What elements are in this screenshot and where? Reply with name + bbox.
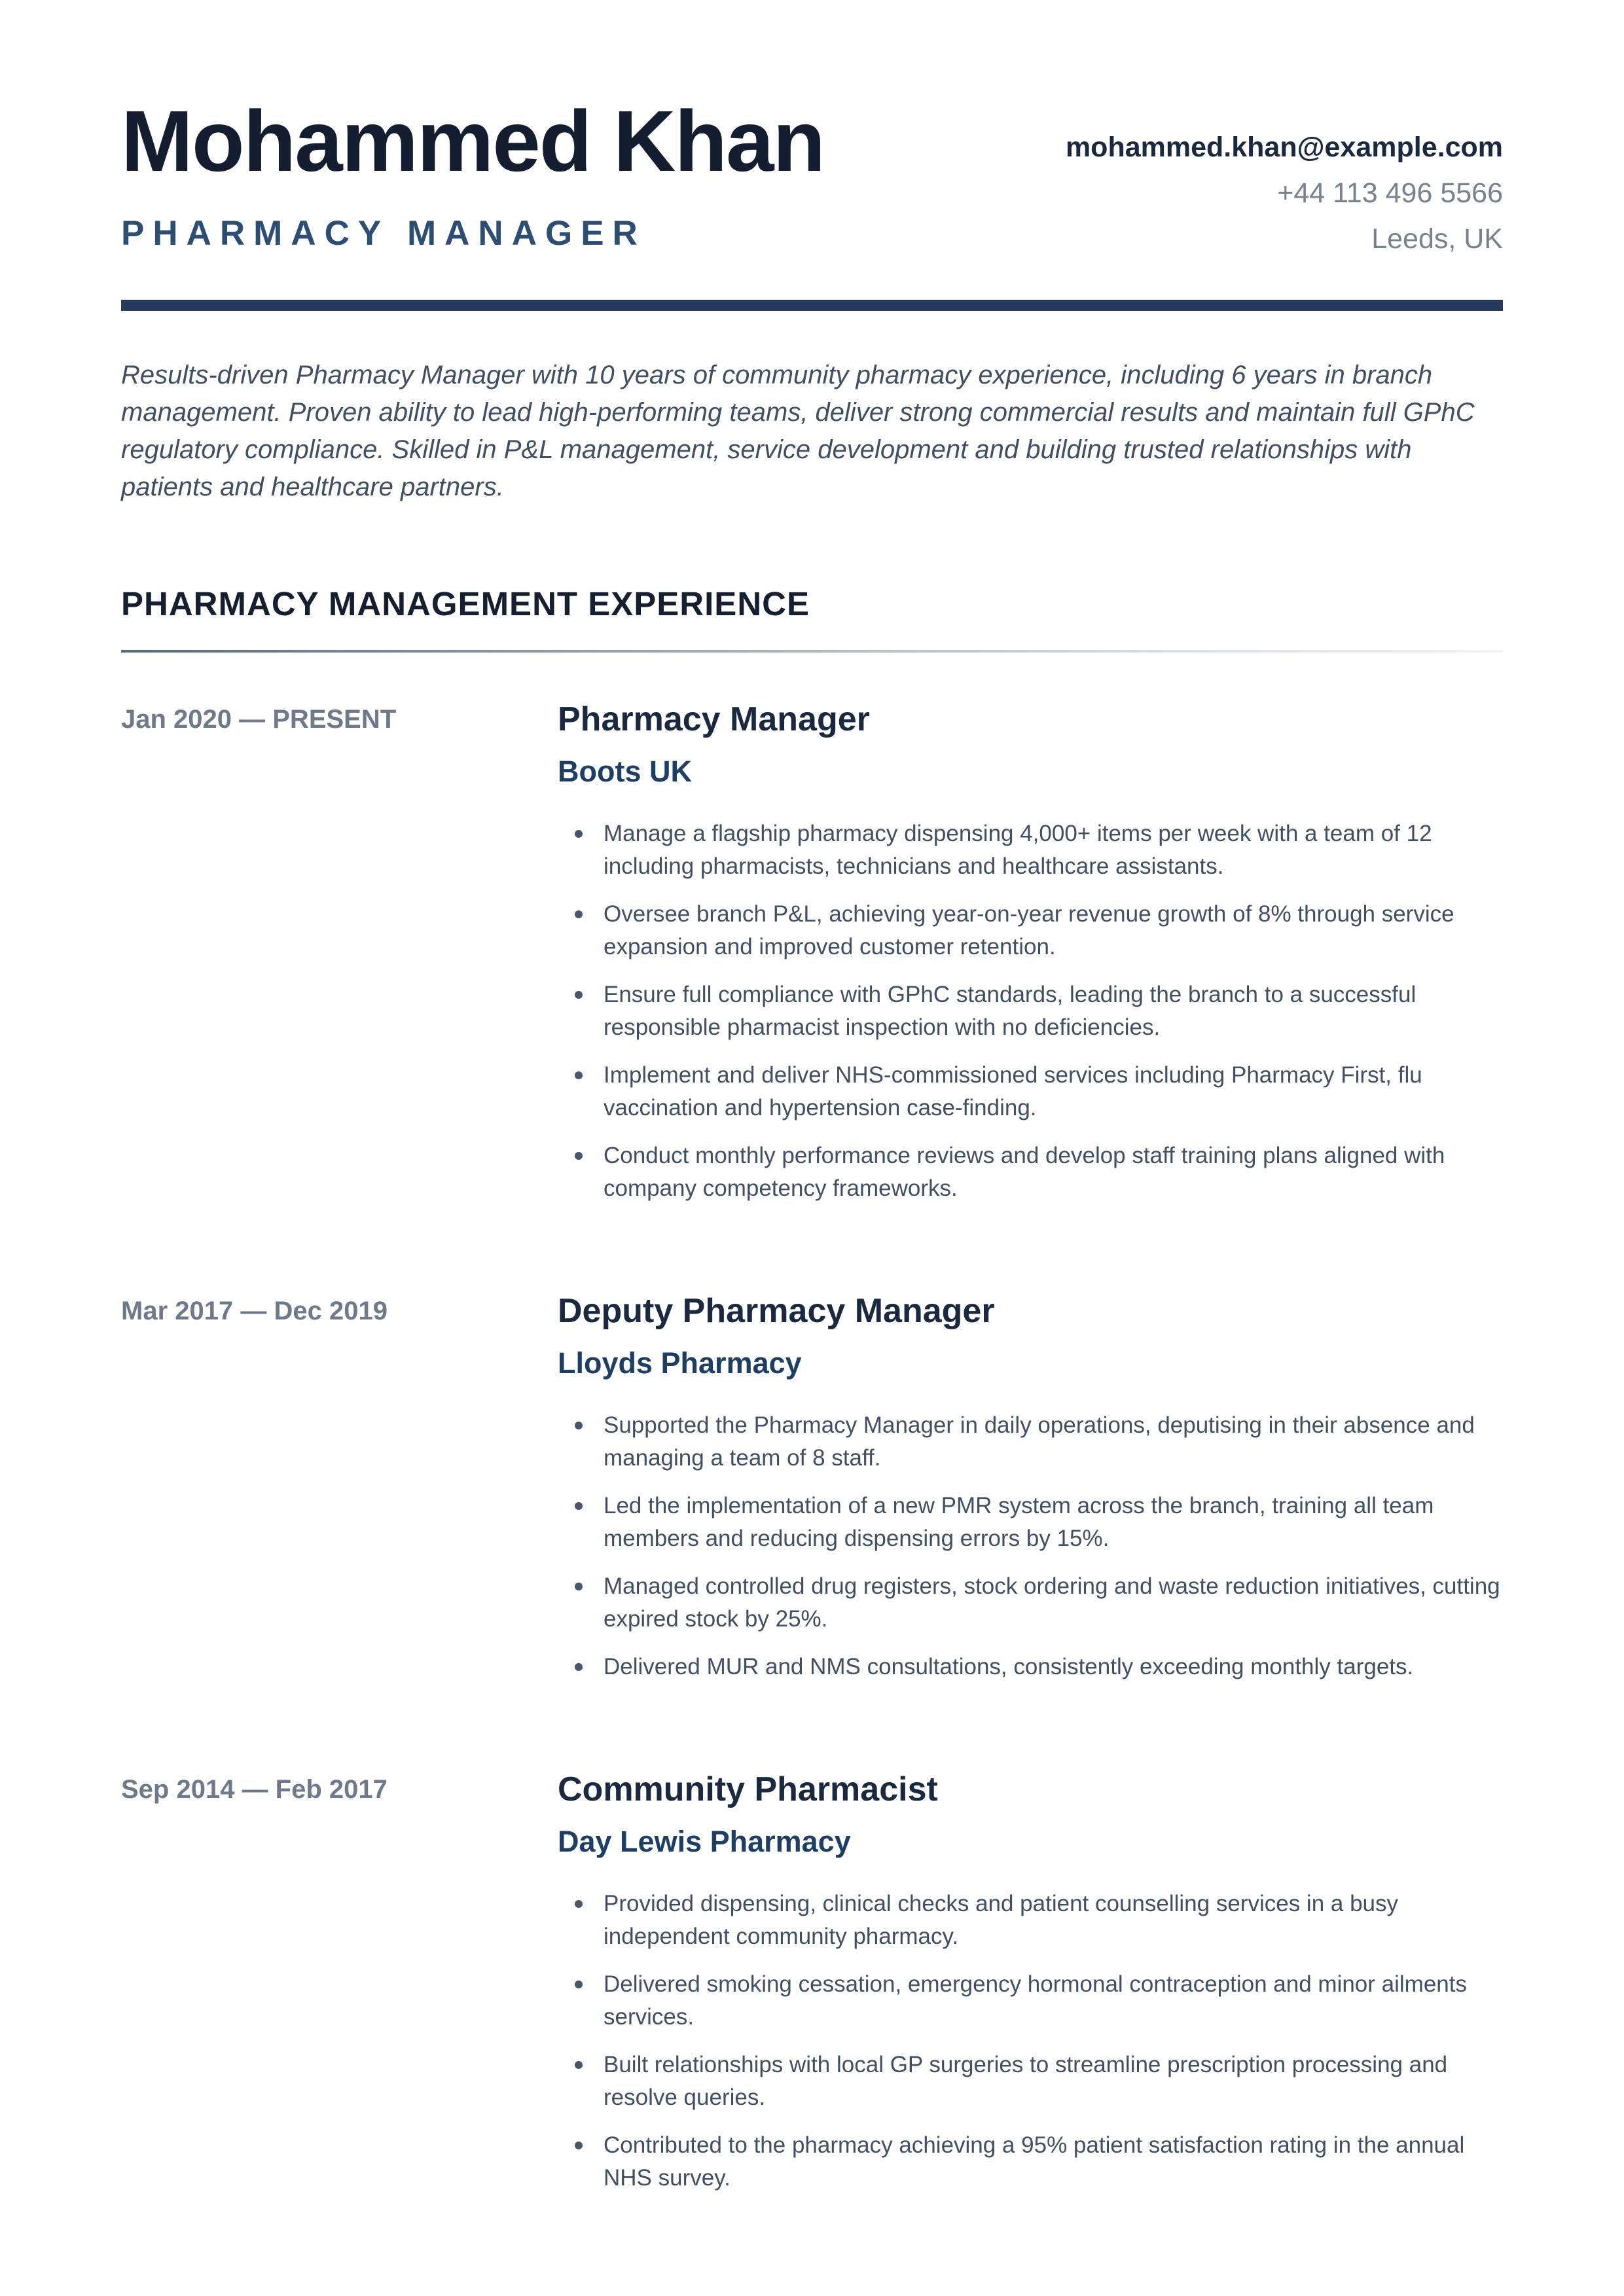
job-dates: Sep 2014 — Feb 2017 (121, 1775, 388, 1804)
contact-phone: +44 113 496 5566 (1277, 177, 1503, 209)
job-title: Community Pharmacist (558, 1770, 938, 1808)
bullet-item: Supported the Pharmacy Manager in daily operations, deputising in their absence and managing a team of 8 staff. (558, 1409, 1503, 1475)
bullet-item: Ensure full compliance with GPhC standards, leading the branch to a successful responsible pharmacist inspection with no deficiencies. (558, 978, 1503, 1044)
summary-text: Results-driven Pharmacy Manager with 10 years of community pharmacy experience, including 6 years in branch management. Proven ability to lead high-performing teams, deliver strong commercial results and maintain full GPhC regulatory compliance. Skilled in P&L management, service development and building trusted relationships with patients and healthcare partners. (121, 361, 1475, 501)
bullet-item: Manage a flagship pharmacy dispensing 4,000+ items per week with a team of 12 including pharmacists, technicians and healthcare assistants. (558, 817, 1503, 883)
job-title: Pharmacy Manager (558, 700, 870, 738)
section-divider (121, 650, 1503, 653)
bullet-item: Delivered MUR and NMS consultations, consistently exceeding monthly targets. (558, 1651, 1503, 1683)
experience-section-heading: PHARMACY MANAGEMENT EXPERIENCE (121, 585, 810, 622)
bullet-list (558, 1888, 1503, 2195)
bullet-item: Led the implementation of a new PMR system across the branch, training all team members and reducing dispensing errors by 15%. (558, 1490, 1503, 1555)
job-details (558, 1289, 1503, 1683)
header-identity (121, 93, 825, 253)
job-details (558, 1767, 1503, 2195)
job-entry (121, 697, 1503, 1205)
contact-location: Leeds, UK (1371, 223, 1503, 255)
job-entry (121, 1289, 1503, 1683)
job-company: Lloyds Pharmacy (558, 1346, 802, 1380)
job-dates: Mar 2017 — Dec 2019 (121, 1297, 388, 1325)
bullet-item: Conduct monthly performance reviews and develop staff training plans aligned with company competency frameworks. (558, 1139, 1503, 1205)
bullet-item: Oversee branch P&L, achieving year-on-year revenue growth of 8% through service expansion and improved customer retention. (558, 898, 1503, 963)
person-job-title: PHARMACY MANAGER (121, 214, 646, 253)
job-company: Day Lewis Pharmacy (558, 1825, 851, 1858)
job-company: Boots UK (558, 755, 692, 788)
bullet-list (558, 1409, 1503, 1683)
contact-block (1066, 124, 1503, 262)
job-details (558, 697, 1503, 1205)
job-entry (121, 1767, 1503, 2195)
header-divider (121, 300, 1503, 311)
bullet-item: Delivered smoking cessation, emergency hormonal contraception and minor ailments services. (558, 1968, 1503, 2034)
job-title: Deputy Pharmacy Manager (558, 1292, 995, 1330)
header (121, 93, 1503, 262)
bullet-list (558, 817, 1503, 1205)
bullet-item: Built relationships with local GP surgeries to streamline prescription processing and resolve queries. (558, 2049, 1503, 2114)
contact-email: mohammed.khan@example.com (1065, 132, 1503, 163)
bullet-item: Contributed to the pharmacy achieving a 95% patient satisfaction rating in the annual NHS survey. (558, 2129, 1503, 2195)
bullet-item: Provided dispensing, clinical checks and patient counselling services in a busy independent community pharmacy. (558, 1888, 1503, 1953)
bullet-item: Managed controlled drug registers, stock ordering and waste reduction initiatives, cutting expired stock by 25%. (558, 1570, 1503, 1636)
person-name: Mohammed Khan (121, 93, 825, 189)
experience-jobs (121, 697, 1503, 2195)
bullet-item: Implement and deliver NHS-commissioned services including Pharmacy First, flu vaccination and hypertension case-finding. (558, 1059, 1503, 1124)
job-dates: Jan 2020 — PRESENT (121, 705, 397, 734)
